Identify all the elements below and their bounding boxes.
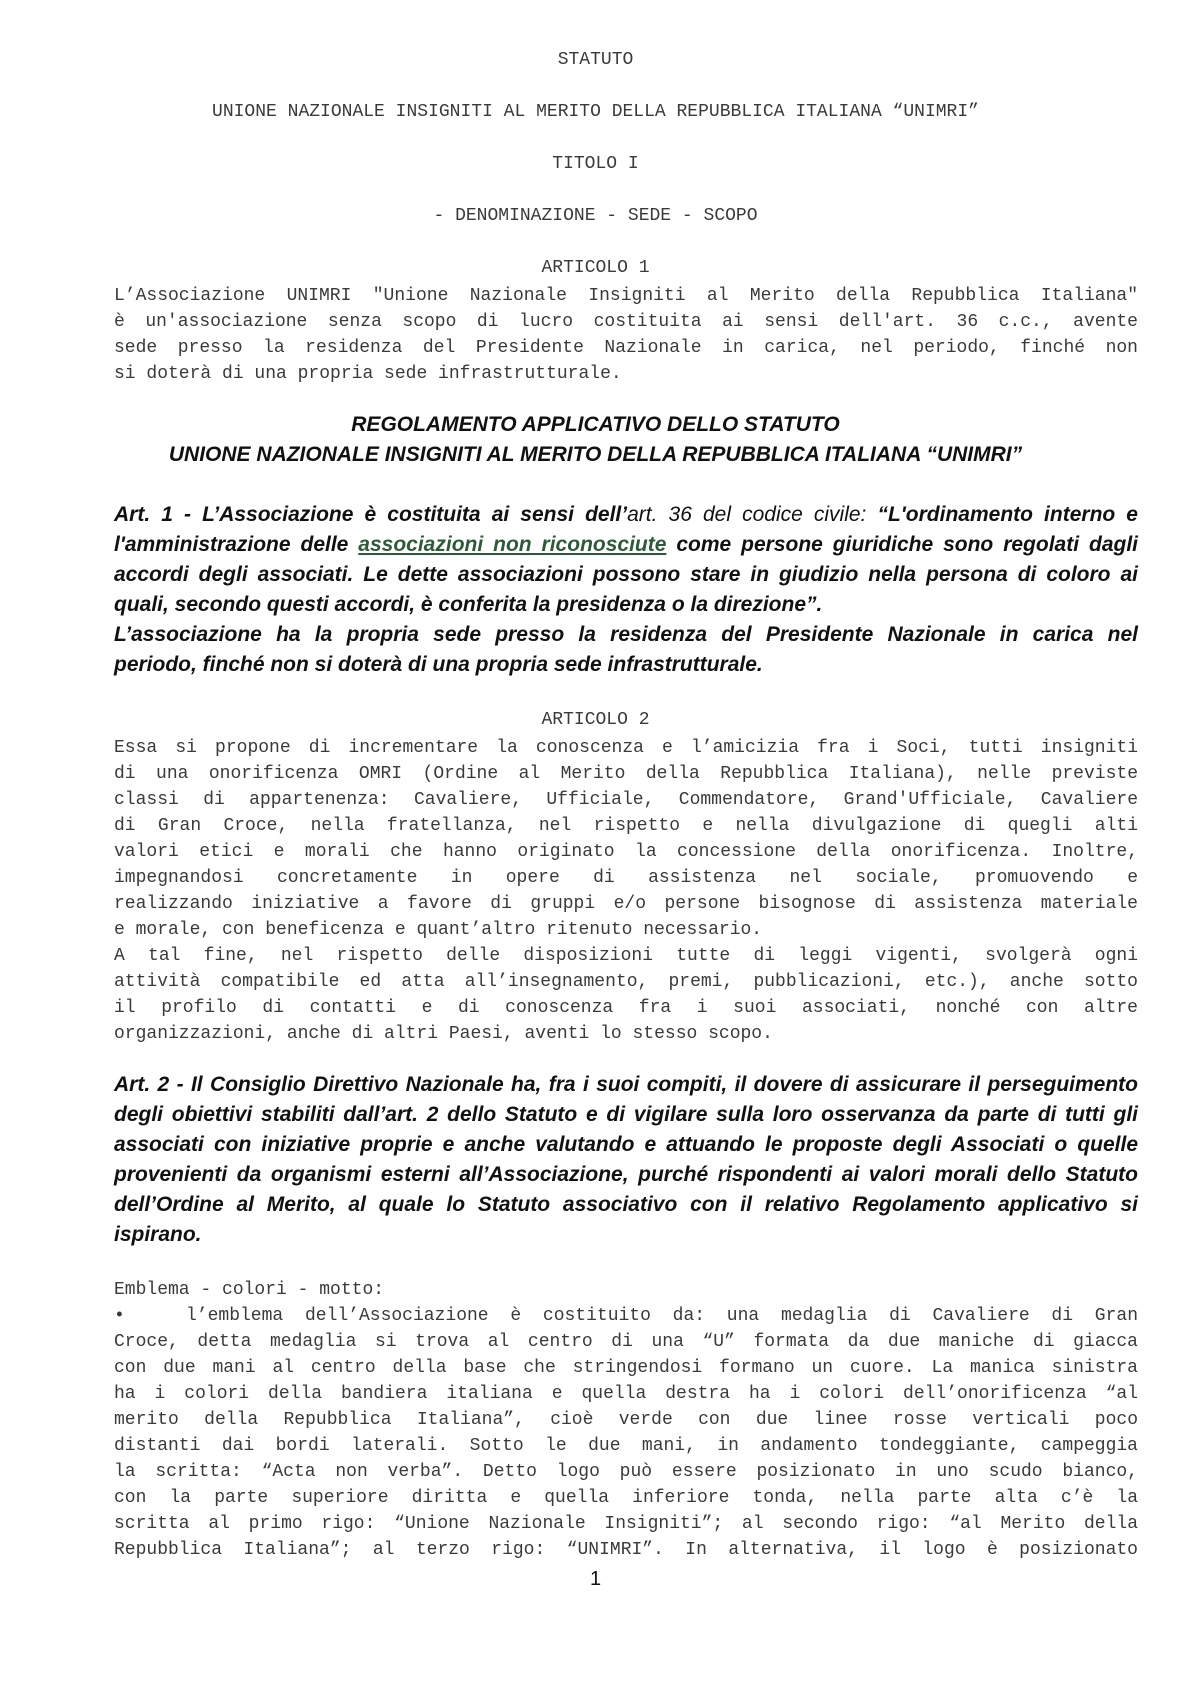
emblema-heading: Emblema - colori - motto: — [114, 1280, 385, 1300]
articolo-2-line: di una onorificenza OMRI (Ordine al Merito della Repubblica Italiana), nelle previste — [114, 764, 1138, 784]
emblema-line: Croce, detta medaglia si trova al centro di una “U” formata da due maniche di giacca — [114, 1332, 1138, 1352]
regolamento-heading: REGOLAMENTO APPLICATIVO DELLO STATUTO — [351, 413, 840, 436]
articolo-1-line: sede presso la residenza del Presidente Nazionale in carica, nel periodo, finché non — [114, 338, 1138, 358]
articolo-2-line: e morale, con beneficenza e quant’altro ritenuto necessario. — [114, 920, 763, 940]
reg-art-2-line: associati con iniziative proprie e anche valutando e attuando le proposte degli Associati o quelle — [114, 1133, 1138, 1156]
statute-org-name: UNIONE NAZIONALE INSIGNITI AL MERITO DELLA REPUBBLICA ITALIANA “UNIMRI” — [212, 102, 979, 122]
articolo-2-line: impegnandosi concretamente in opere di assistenza nel sociale, promuovendo e — [114, 868, 1138, 888]
emblema-line: la scritta: “Acta non verba”. Detto logo può essere posizionato in uno scudo bianco, — [114, 1462, 1138, 1482]
articolo-2-line: attività compatibile ed atta all’insegnamento, premi, pubblicazioni, etc.), anche sotto — [114, 972, 1138, 992]
reg-art-1-line: accordi degli associati. Le dette associazioni possono stare in giudizio nella persona di coloro ai — [114, 563, 1138, 586]
articolo-1-heading: ARTICOLO 1 — [541, 258, 650, 278]
emblema-line: con due mani al centro della base che stringendosi formano un cuore. La manica sinistra — [114, 1358, 1138, 1378]
associazioni-link[interactable]: associazioni non riconosciute — [358, 533, 667, 556]
reg-art-1-line: periodo, finché non si doterà di una propria sede infrastrutturale. — [114, 653, 763, 676]
reg-art-2-line: provenienti da organismi esterni all’Associazione, purché rispondenti ai valori morali dello Statuto — [114, 1163, 1138, 1186]
reg-art-1-line: l'amministrazione delle associazioni non riconosciute come persone giuridiche sono regolati dagli — [114, 533, 1138, 556]
articolo-2-line: classi di appartenenza: Cavaliere, Ufficiale, Commendatore, Grand'Ufficiale, Cavaliere — [114, 790, 1138, 810]
statute-titolo: TITOLO I — [552, 154, 639, 174]
reg-art-1-line: quali, secondo questi accordi, è conferita la presidenza o la direzione”. — [114, 593, 823, 616]
emblema-bullet-line: • l’emblema dell’Associazione è costituito da: una medaglia di Cavaliere di Gran — [114, 1303, 1138, 1329]
emblema-line: merito della Repubblica Italiana”, cioè verde con due linee rosse verticali poco — [114, 1410, 1138, 1430]
articolo-2-line: di Gran Croce, nella fratellanza, nel rispetto e nella divulgazione di quegli alti — [114, 816, 1138, 836]
articolo-2-heading: ARTICOLO 2 — [541, 710, 650, 730]
regolamento-org-heading: UNIONE NAZIONALE INSIGNITI AL MERITO DELLA REPUBBLICA ITALIANA “UNIMRI” — [168, 443, 1023, 466]
emblema-line: ha i colori della bandiera italiana e quella destra ha i colori dell’onorificenza “al — [114, 1384, 1138, 1404]
articolo-2-line: A tal fine, nel rispetto delle disposizioni tutte di leggi vigenti, svolgerà ogni — [114, 946, 1138, 966]
articolo-2-line: il profilo di contatti e di conoscenza fra i suoi associati, nonché con altre — [114, 998, 1138, 1018]
emblema-line: distanti dai bordi laterali. Sotto le due mani, in andamento tondeggiante, campeggia — [114, 1436, 1138, 1456]
statute-subtitle: - DENOMINAZIONE - SEDE - SCOPO — [433, 206, 758, 226]
emblema-line: scritta al primo rigo: “Unione Nazionale Insigniti”; al secondo rigo: “al Merito della — [114, 1514, 1138, 1534]
bullet-icon: • — [114, 1306, 125, 1326]
articolo-2-line: realizzando iniziative a favore di gruppi e/o persone bisognose di assistenza materiale — [114, 894, 1138, 914]
articolo-2-line: organizzazioni, anche di altri Paesi, aventi lo stesso scopo. — [114, 1024, 773, 1044]
reg-art-2-line: ispirano. — [114, 1223, 202, 1246]
articolo-1-line: si doterà di una propria sede infrastrutturale. — [114, 364, 622, 384]
reg-art-2-line: dell’Ordine al Merito, al quale lo Statuto associativo con il relativo Regolamento applicativo si — [114, 1193, 1138, 1216]
reg-art-1-line: Art. 1 - L’Associazione è costituita ai sensi dell’art. 36 del codice civile: “L'ordinamento interno e — [114, 503, 1138, 526]
emblema-line: con la parte superiore diritta e quella inferiore tonda, nella parte alta c’è la — [114, 1488, 1138, 1508]
articolo-2-line: valori etici e morali che hanno originato la concessione della onorificenza. Inoltre, — [114, 842, 1138, 862]
reg-art-2-line: Art. 2 - Il Consiglio Direttivo Nazionale ha, fra i suoi compiti, il dovere di assicurare il perseguimento — [114, 1073, 1138, 1096]
emblema-line: Repubblica Italiana”; al terzo rigo: “UNIMRI”. In alternativa, il logo è posizionato — [114, 1540, 1138, 1560]
articolo-1-line: è un'associazione senza scopo di lucro costituita ai sensi dell'art. 36 c.c., avente — [114, 312, 1138, 332]
articolo-2-line: Essa si propone di incrementare la conoscenza e l’amicizia fra i Soci, tutti insigniti — [114, 738, 1138, 758]
reg-art-1-line: L’associazione ha la propria sede presso la residenza del Presidente Nazionale in carica nel — [114, 623, 1138, 646]
articolo-1-line: L’Associazione UNIMRI "Unione Nazionale Insigniti al Merito della Repubblica Italiana" — [114, 286, 1138, 306]
reg-art-2-line: degli obiettivi stabiliti dall’art. 2 dello Statuto e di vigilare sulla loro osservanza da parte di tutti gli — [114, 1103, 1138, 1126]
page-number: 1 — [589, 1568, 602, 1590]
statute-title: STATUTO — [557, 50, 634, 70]
